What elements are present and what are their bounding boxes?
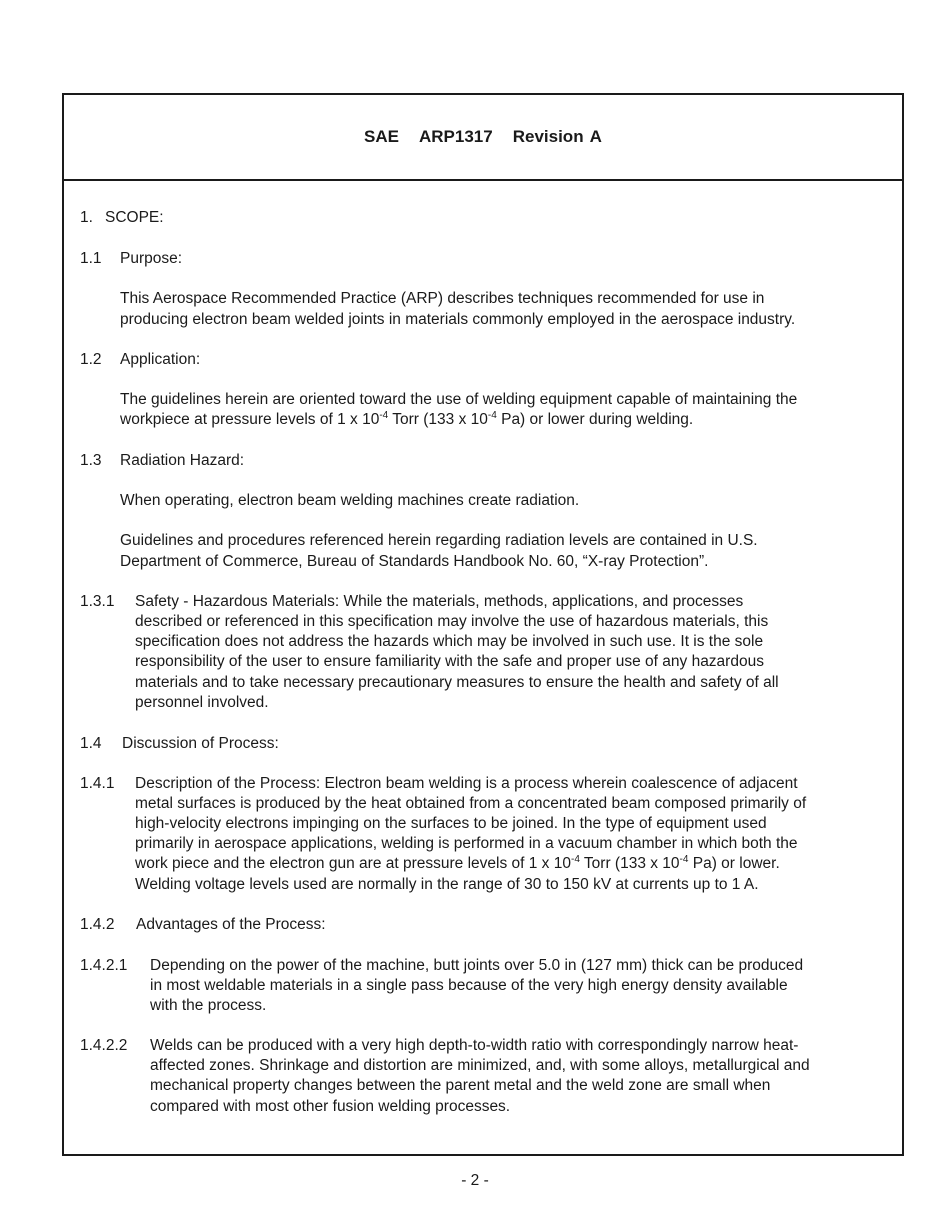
paragraph-line: personnel involved. — [135, 694, 269, 711]
paragraph-line: compared with most other fusion welding processes. — [150, 1098, 511, 1115]
section-1-4-1-number: 1.4.1 — [80, 775, 115, 792]
paragraph-line: affected zones. Shrinkage and distortion are minimized, and, with some alloys, metallurgical and — [150, 1057, 810, 1074]
paragraph-line: workpiece at pressure levels of 1 x $10^{-4}$ Torr (133 x $10^{-4}$ Pa) or lower during welding. — [120, 410, 694, 428]
paragraph-line: described or referenced in this specification may involve the use of hazardous materials, this — [135, 613, 769, 630]
paragraph-line: Welding voltage levels used are normally in the range of 30 to 150 kV at currents up to 1 A. — [135, 876, 759, 893]
page-number: - 2 - — [461, 1172, 489, 1189]
paragraph-line: This Aerospace Recommended Practice (ARP) describes techniques recommended for use in — [120, 290, 765, 307]
paragraph-line: specification does not address the hazards which may be involved in such use. It is the sole — [135, 633, 764, 650]
section-1-3-number: 1.3 — [80, 452, 102, 469]
section-1-1-title: Purpose: — [120, 250, 183, 267]
header-doc-number: ARP1317 — [419, 127, 493, 146]
section-1-2-number: 1.2 — [80, 351, 102, 368]
header-revision: Revision A — [512, 127, 602, 146]
paragraph-line: metal surfaces is produced by the heat obtained from a concentrated beam composed primarily of — [135, 795, 807, 812]
paragraph-line: mechanical property changes between the parent metal and the weld zone are small when — [150, 1077, 771, 1094]
section-1-4-number: 1.4 — [80, 735, 102, 752]
section-1-2-title: Application: — [120, 351, 201, 368]
paragraph-line: producing electron beam welded joints in materials commonly employed in the aerospace industry. — [120, 311, 796, 328]
paragraph-line: Guidelines and procedures referenced herein regarding radiation levels are contained in U.S. — [120, 532, 758, 549]
document-header — [64, 95, 902, 181]
section-1-1-number: 1.1 — [80, 250, 102, 267]
paragraph-line: work piece and the electron gun are at pressure levels of 1 x $10^{-4}$ Torr (133 x $10^{-4}$ Pa) or lower. — [135, 854, 780, 872]
paragraph-line: When operating, electron beam welding machines create radiation. — [120, 492, 580, 509]
section-1-3-1-number: 1.3.1 — [80, 593, 115, 610]
paragraph-line: responsibility of the user to ensure familiarity with the safe and proper use of any hazardous — [135, 653, 764, 670]
paragraph-line: The guidelines herein are oriented toward the use of welding equipment capable of maintaining the — [120, 391, 798, 408]
header-org: SAE — [364, 127, 399, 146]
paragraph-line: Depending on the power of the machine, butt joints over 5.0 in (127 mm) thick can be produced — [150, 957, 804, 974]
paragraph-line: Department of Commerce, Bureau of Standards Handbook No. 60, “X-ray Protection”. — [120, 553, 709, 570]
paragraph-line: primarily in aerospace applications, welding is performed in a vacuum chamber in which both the — [135, 835, 798, 852]
paragraph-line: materials and to take necessary precautionary measures to ensure the health and safety of all — [135, 674, 779, 691]
section-1-4-2-2-number: 1.4.2.2 — [80, 1037, 128, 1054]
section-1-3-title: Radiation Hazard: — [120, 452, 245, 469]
section-1-4-2-1-number: 1.4.2.1 — [80, 957, 128, 974]
paragraph-line: with the process. — [150, 997, 267, 1014]
section-1-4-title: Discussion of Process: — [122, 735, 279, 752]
section-1-4-2-title: Advantages of the Process: — [136, 916, 326, 933]
paragraph-line: high-velocity electrons impinging on the surfaces to be joined. In the type of equipment used — [135, 815, 767, 832]
section-1-title: SCOPE: — [105, 209, 164, 226]
paragraph-line: in most weldable materials in a single pass because of the very high energy density available — [150, 977, 788, 994]
section-1-4-2-number: 1.4.2 — [80, 916, 115, 933]
paragraph-line: Welds can be produced with a very high depth-to-width ratio with correspondingly narrow heat- — [150, 1037, 799, 1054]
section-1-number: 1. — [80, 209, 93, 226]
paragraph-line: Safety - Hazardous Materials: While the materials, methods, applications, and processes — [135, 593, 744, 610]
paragraph-line: Description of the Process: Electron beam welding is a process wherein coalescence of adjacent — [135, 775, 798, 792]
